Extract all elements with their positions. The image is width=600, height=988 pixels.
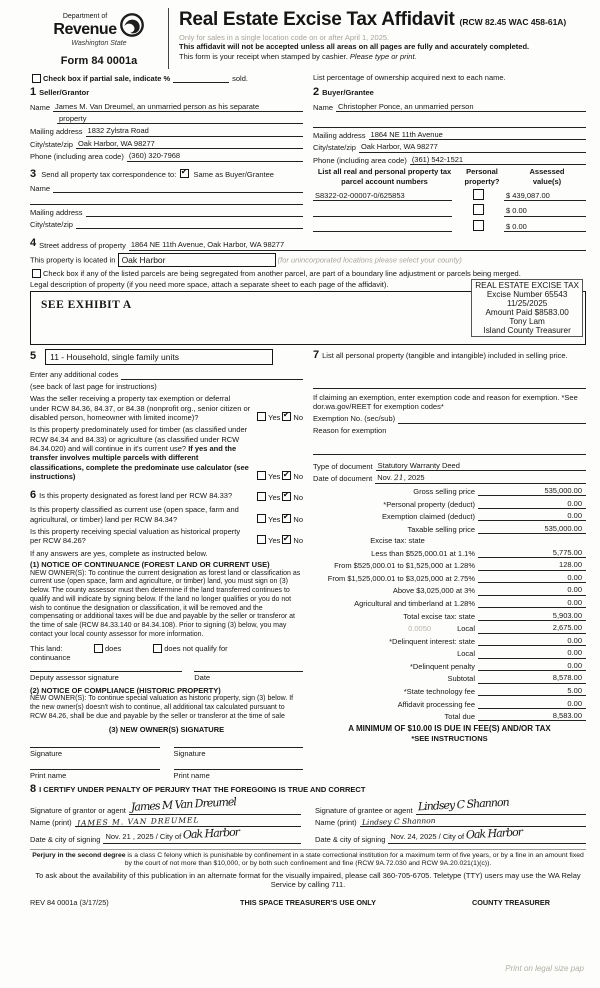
not-accepted-note: This affidavit will not be accepted unless all areas on all pages are fully and accurately completed. [179,42,530,52]
buyer-name-input[interactable]: Christopher Ponce, an unmarried person [336,102,586,112]
sec2-heading: Buyer/Grantee [322,87,374,97]
located-in-label: This property is located in [30,255,116,265]
delinquent-interest-local-value[interactable]: 0.00 [478,648,586,658]
sec5-q2-yes-checkbox[interactable] [257,471,266,480]
grantor-signature-field[interactable] [129,795,301,815]
tier2-label: From $525,000.01 to $1,525,000 at 1.28% [334,561,475,571]
continuance-label: continuance [30,652,71,662]
buyer-name-label: Name [313,102,334,112]
type-or-print-note: Please type or print. [349,51,417,61]
sec3-heading-row [30,168,303,182]
type-of-document-input[interactable]: Statutory Warranty Deed [376,461,586,471]
new-owner-signature-2[interactable]: Signature [174,747,304,758]
form-header [30,8,586,69]
seller-name-input[interactable]: James M. Van Dreumel, an unmarried person as his separate [53,102,303,112]
local-tax-value[interactable]: 2,675.00 [478,623,586,633]
buyer-mailing-label: Mailing address [313,131,366,140]
total-due-label: Total due [444,712,475,722]
grantee-signature-field[interactable] [416,795,586,815]
treasurer-stamp [471,279,583,337]
seller-phone-label: Phone (including area code) [30,152,124,162]
personal-property-deduct-value[interactable]: 0.00 [478,499,586,509]
local-tax-label: 0.0050 Local [408,624,475,634]
left-main-column: 5 11 - Household, single family units Enter any additional codes (see back of last page for instructions) Was the seller receiving a property tax exemption or deferral under RCW 84.36, 84.37, or 84.38 (nonprofit org., senior citizen or disabled person, homeowner with limited income)? Yes ✔ No Is this property predominately used for timber (as classified under RCW 84.34 and 84.33) or agriculture (as classified under RCW 84.34.020) and will continue in it's current use? If yes and the transfer involves multiple parcels with different classifications, complete the predominate use calculator (see instructions) Yes ✔ No 6 Is this property designated as forest land per RCW 84.33? Yes ✔ No Is this property classified as current use (open space, farm and agricultural, or timber) land per RCW 84.34? Yes ✔ No Is this property receiving special valuation as historical property per RCW 84.26? Yes ✔ No If any answers are yes, complete as instructed below. (1) NOTICE OF CONTINUANCE (FOREST LAND OR CURRENT USE) NEW OWNER(S): To continue the current designation as forest land or classification as current use (open space, farm and agriculture, or timber) land, you must sign on (3) below. The county assessor must then determine if the land transferred continues to qualify and will indicate by signing below. If the land no longer qualifies or you do not wish to continue the designation or classification, it will be removed and the compensating or additional taxes will be due and payable by the seller or transferor at the time of sale (RCW 84.33.140 or 84.34.108). Prior to signing (3) below, you may contact your local county assessor for more information. This land: does does not qualify for continuance Deputy assessor signature Date (2) NOTICE OF COMPLIANCE (HISTORIC PROPERTY) NEW OWNER(S): To continue special valuation as historic property, sign (3) below. If the new owner(s) doesn't wish to continue, all additional tax calculated pursuant to RCW 84.26, shall be due and payable by the seller or transferor at the time of sale (3) NEW OWNER(S) SIGNATURE Signature Signature Print name Print name [30,349,303,780]
additional-codes-label: Enter any additional codes [30,370,119,380]
sec6-q1-yes-checkbox[interactable] [257,492,266,501]
total-due-value[interactable]: 8,583.00 [478,711,586,721]
subtotal-label: Subtotal [447,674,475,684]
grantor-sig-label: Signature of grantor or agent [30,805,126,815]
buyer-phone-input[interactable]: (361) 542-1521 [410,155,586,165]
dept-line: Department of [62,12,108,20]
state-tech-fee-label: *State technology fee [403,686,475,696]
parcel-row [313,204,586,216]
same-as-buyer-label: Same as Buyer/Grantee [193,169,274,179]
single-location-note: Only for sales in a single location code on or after April 1, 2025. [179,32,390,42]
total-excise-state-label: Total excise tax: state [403,611,475,621]
dept-name: Revenue [53,20,117,38]
delinquent-interest-state-value[interactable]: 0.00 [478,636,586,646]
sec5-q2: Is this property predominately used for timber (as classified under RCW 84.34 and 84.33) or agriculture (as classified under RCW 84.34.020) and will continue in it's current use? If yes and the transfer involves multiple parcels with different classifications, complete the predominate use calculator (see instructions) [30,425,249,482]
personal-property-list-input[interactable] [313,379,586,389]
taxable-selling-price-value[interactable]: 535,000.00 [478,524,586,534]
buyer-name-input-line2[interactable] [313,118,586,128]
personal-property-checkbox-1[interactable] [473,189,484,200]
stamp-treasurer: Island County Treasurer [483,326,571,336]
legal-description-value: SEE EXHIBIT A [41,299,132,312]
street-address-label: Street address of property [39,241,126,251]
exemption-no-input[interactable] [398,414,586,424]
grantor-print-field[interactable] [75,817,301,827]
does-not-checkbox[interactable] [153,644,162,653]
sec3-name-label: Name [30,183,51,193]
receipt-note: This form is your receipt when stamped by cashier. Please type or print. [179,51,417,61]
buyer-city-input[interactable]: Oak Harbor, WA 98277 [359,142,586,152]
print-size-note: Print on legal size pap [505,964,584,973]
date-handwritten: 21 [394,473,404,483]
exemption-claimed-label: Exemption claimed (deduct) [382,512,475,522]
seller-mailing-input[interactable]: 1832 Zylstra Road [86,126,303,136]
sec4 [30,237,586,345]
grantee-date-label: Date & city of signing [315,834,386,844]
personal-property-checkbox-3[interactable] [473,220,484,231]
assessed-value-input-1[interactable]: $ 439,087.00 [504,191,586,201]
seller-phone-input[interactable]: (360) 320-7968 [127,151,303,161]
notice1-title: (1) NOTICE OF CONTINUANCE (FOREST LAND OR CURRENT USE) [30,560,270,570]
stamp-excise-number: Excise Number 65543 [486,290,568,300]
assessed-value-input-3[interactable]: $ 0.00 [504,222,586,232]
page-title: Real Estate Excise Tax Affidavit (RCW 82.45 WAC 458-61A) [179,9,567,30]
reason-label: Reason for exemption [313,425,387,435]
stamp-amount-paid: Amount Paid $8583.00 [485,308,569,318]
sec3-mailing-label: Mailing address [30,207,83,217]
grantor-date-field[interactable]: Nov. 21 , 2025 / City of Oak Harbor [103,829,301,844]
grantor-print-handwriting: JAMES M. VAN DREUMEL [76,815,200,828]
partial-sale-suffix: sold. [232,73,248,83]
parcel-number-input[interactable]: S8322-02-00007-0/625853 [313,191,452,201]
sec6-q2: Is this property classified as current use (open space, farm and agricultural, or timber) land per RCW 84.34? [30,505,239,524]
date-of-document-label: Date of document [313,474,373,484]
sec3-label: Send all property tax correspondence to: [41,169,177,179]
excise-tax-state-header: Excise tax: state [370,536,425,546]
ag-timberland-value[interactable]: 0.00 [478,598,586,608]
sec6-q1: 6 Is this property designated as forest land per RCW 84.33? [30,488,233,501]
sec3-number: 3 [30,167,37,180]
local-rate: 0.0050 [408,624,432,634]
reason-input[interactable] [313,445,586,455]
title-rcw-ref: (RCW 82.45 WAC 458-61A) [459,17,567,27]
seller-city-input[interactable]: Oak Harbor, WA 98277 [76,139,303,149]
stamp-date: 11/25/2025 [506,299,548,309]
does-checkbox[interactable] [94,644,103,653]
sec1-heading: Seller/Grantor [39,87,90,97]
grantor-signature-handwriting: James M Van Dreumel [130,795,237,814]
this-land-label: This land: [30,643,63,653]
sec6-q3-yes-checkbox[interactable] [257,535,266,544]
grantee-city-handwriting: Oak Harbor [465,825,523,842]
delinquent-penalty-value[interactable]: 0.00 [478,661,586,671]
state-tech-fee-value[interactable]: 5.00 [478,686,586,696]
rev-number: REV 84 0001a (3/17/25) [30,897,109,907]
sec3-name-input-line2[interactable] [30,195,303,205]
buyer-phone-label: Phone (including area code) [313,155,407,165]
footer-row [30,898,586,907]
sec8 [30,783,586,846]
sec6-q3: Is this property receiving special valuation as historical property per RCW 84.26? [30,527,241,546]
seller-mailing-label: Mailing address [30,127,83,137]
segregated-checkbox[interactable] [32,269,41,278]
sec3-city-label: City/state/zip [30,219,73,229]
sec5-q1-yes-checkbox[interactable] [257,412,266,421]
sec2-number: 2 [313,85,320,98]
tier4-value[interactable]: 0.00 [478,585,586,595]
partial-sale-checkbox[interactable] [32,74,41,83]
type-of-document-label: Type of document [313,462,373,471]
grantee-signing-block [315,795,586,846]
parcel-number-input-3[interactable] [313,222,452,232]
subtotal-value[interactable]: 8,578.00 [478,673,586,683]
ownership-note: List percentage of ownership acquired next to each name. [313,72,506,82]
gross-selling-price-label: Gross selling price [413,486,475,496]
seller-name-label: Name [30,102,51,112]
dor-logo [30,8,168,69]
notice2-title: (2) NOTICE OF COMPLIANCE (HISTORIC PROPERTY) [30,685,221,695]
sec8-number: 8 [30,783,37,796]
legal-description-label: Legal description of property (if you need more space, attach a separate sheet to each page of the affidavit). [30,279,389,289]
sec5-number: 5 [30,350,37,363]
new-owner-print-2[interactable]: Print name [174,769,304,780]
codes-note: (see back of last page for instructions) [30,381,157,391]
affidavit-fee-value[interactable]: 0.00 [478,699,586,709]
sec6-q2-no-checkbox[interactable] [282,514,291,523]
new-owner-print-1[interactable]: Print name [30,769,160,780]
sec4-number: 4 [30,237,37,249]
segregated-label: Check box if any of the listed parcels are being segregated from another parcel, are part of a boundary line adjustment or parcels being merged. [43,269,521,279]
certify-statement: I CERTIFY UNDER PENALTY OF PERJURY THAT THE FOREGOING IS TRUE AND CORRECT [39,785,366,795]
sec5-q2-no-checkbox[interactable] [282,471,291,480]
buyer-city-label: City/state/zip [313,143,356,153]
exemption-claimed-value[interactable]: 0.00 [478,511,586,521]
sec6-q1-no-checkbox[interactable] [282,492,291,501]
buyer-mailing-input[interactable]: 1864 NE 11th Avenue [369,130,586,140]
ag-timberland-label: Agricultural and timberland at 1.28% [354,599,475,608]
sec6-q3-no-checkbox[interactable] [282,535,291,544]
sec5-q1: Was the seller receiving a property tax exemption or deferral under RCW 84.36, 84.37, or 84.38 (nonprofit org., senior citizen or disabled person, homeowner with limited income)? [30,394,251,422]
land-use-code-input[interactable]: 11 - Household, single family units [45,349,273,365]
county-treasurer-label: COUNTY TREASURER [471,897,551,907]
form-number: Form 84 0001a [60,55,138,68]
tier4-label: Above $3,025,000 at 3% [392,586,475,596]
stamp-cashier-name: Tony Lam [509,317,545,327]
sec3-mailing-input[interactable] [86,207,303,217]
sec3-city-input[interactable] [76,219,303,229]
date-of-document-input[interactable]: Nov. 21, 2025 [375,473,586,483]
perjury-note: Perjury in the second degree is a class C felony which is punishable by confinement in a state correctional institution for a maximum term of five years, or by a fine in an amount fixed by the court of not more than $10,000, or by both such confinement and fine (RCW 9A.72.030 and RCW 9A.20.021(1)(c)). [30,849,586,869]
parcel-table [313,167,586,232]
assessed-value-col-header: Assessed value(s) [529,167,565,186]
dor-swirl-icon [119,12,145,40]
title-block [168,8,586,69]
unincorporated-note: (for unincorporated locations please select your county) [277,255,462,265]
sec3-name-input[interactable] [53,183,303,193]
grantor-city-handwriting: Oak Harbor [182,825,240,842]
notice2-body: NEW OWNER(S): To continue special valuation as historic property, sign (3) below. If the new owner(s) doesn't wish to continue, all additional tax calculated pursuant to RCW 84.26, shall be due and payable by the seller or transferor at the time of sale [30,695,294,720]
alt-format-note: To ask about the availability of this publication in an alternate format for the visually impaired, please call 360-705-6705. Teletype (TTY) users may use the WA Relay Service by calling 711. [35,870,581,890]
delinquent-penalty-label: *Delinquent penalty [409,661,475,671]
personal-property-checkbox-2[interactable] [473,204,484,215]
total-excise-state-value[interactable]: 5,903.00 [478,611,586,621]
grantee-signature-handwriting: Lindsey C Shannon [417,795,509,814]
does-not-label: does not qualify for [164,643,228,653]
right-main-column [313,349,586,780]
parcel-number-input-2[interactable] [313,207,452,217]
tier3-value[interactable]: 0.00 [478,573,586,583]
same-as-buyer-checkbox[interactable] [180,169,189,178]
gross-selling-price-value[interactable]: 535,000.00 [478,486,586,496]
affidavit-fee-label: Affidavit processing fee [397,699,475,709]
tier2-value[interactable]: 128.00 [478,560,586,570]
seller-name-input-line2[interactable]: property [57,114,303,124]
grantee-date-field[interactable]: Nov. 24, 2025 / City of Oak Harbor [388,829,586,844]
deputy-date-field[interactable]: Date [194,671,303,682]
new-owner-signature-1[interactable]: Signature [30,747,160,758]
grantee-print-field[interactable] [360,817,586,827]
exemption-no-label: Exemption No. (sec/sub) [313,414,396,424]
grantee-print-label: Name (print) [315,817,357,827]
parcel-col-header: List all real and personal property tax parcel account numbers [317,167,452,186]
personal-property-col-header: Personal property? [464,167,500,186]
tier1-label: Less than $525,000.01 at 1.1% [371,548,475,558]
sec7-label: 7 List all personal property (tangible and intangible) included in selling price. [313,349,568,362]
sec1-number: 1 [30,85,37,98]
grantor-signing-block [30,795,301,846]
tier1-value[interactable]: 5,775.00 [478,548,586,558]
delinquent-interest-local-label: Local [457,649,475,659]
grantee-sig-label: Signature of grantee or agent [315,805,413,815]
parcel-row [313,220,586,232]
grantor-print-label: Name (print) [30,817,72,827]
parcel-row [313,189,586,201]
grantor-date-label: Date & city of signing [30,834,101,844]
personal-property-deduct-label: *Personal property (deduct) [383,499,475,509]
partial-sale-percent-input[interactable] [173,73,229,83]
grantee-print-handwriting: Lindsey C Shannon [361,815,436,827]
if-any-note: If any answers are yes, complete as instructed below. [30,548,208,558]
sec6-q2-yes-checkbox[interactable] [257,514,266,523]
does-label: does [105,643,122,653]
see-instructions-note: *SEE INSTRUCTIONS [411,734,488,744]
seller-city-label: City/state/zip [30,139,73,149]
delinquent-interest-state-label: *Delinquent interest: state [389,636,475,646]
seller-section [30,86,303,235]
treasurer-use-only: THIS SPACE TREASURER'S USE ONLY [240,897,376,907]
buyer-section [313,86,586,235]
tier3-label: From $1,525,000.01 to $3,025,000 at 2.75% [327,573,475,583]
notice1-body: NEW OWNER(S): To continue the current designation as forest land or classification as current use (open space, farm and agriculture, or timber) land, you must sign on (3) below. The county assessor must then determine if the land transferred continues to qualify and will indicate by signing below. If the land no longer qualifies or you do not wish to continue the designation or classification, it will be removed and the compensating or additional taxes will be due and payable by the seller or transferor at the time of sale (RCW 84.33.140 or 84.34.108). Prior to signing (3) below, you may contact your local county assessor for more information. [30,569,301,638]
assessed-value-input-2[interactable]: $ 0.00 [504,206,586,216]
deputy-assessor-signature-field[interactable]: Deputy assessor signature [30,671,182,682]
dept-sub: Washington State [71,40,127,48]
minimum-due-note: A MINIMUM OF $10.00 IS DUE IN FEE(S) AND/OR TAX [348,724,551,734]
sec5-q1-no-checkbox[interactable] [282,412,291,421]
partial-sale-label: Check box if partial sale, indicate % [43,73,171,83]
sig3-title: (3) NEW OWNER(S) SIGNATURE [108,725,225,735]
additional-codes-input[interactable] [121,370,303,380]
stamp-title: REAL ESTATE EXCISE TAX [475,281,579,291]
street-address-input[interactable]: 1864 NE 11th Avenue, Oak Harbor, WA 98277 [129,240,586,250]
location-input[interactable]: Oak Harbor [118,253,276,268]
taxable-selling-price-label: Taxable selling price [407,524,475,534]
exemption-note: If claiming an exemption, enter exemption code and reason for exemption. *See dor.wa.gov/REET for exemption codes* [313,392,578,412]
